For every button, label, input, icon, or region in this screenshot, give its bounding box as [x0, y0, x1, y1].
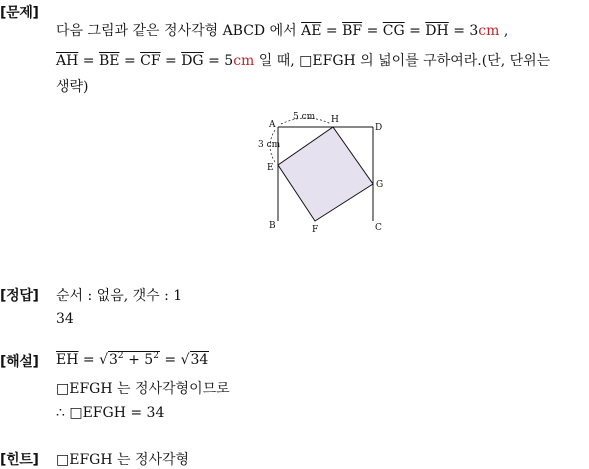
unit-cm: cm: [233, 53, 255, 69]
segment-eh: $\overline{EH}$: [56, 352, 79, 368]
answer-line-2: 34: [56, 311, 74, 327]
problem-line-1: [56, 20, 508, 40]
explanation-line-2: □EFGH 는 정사각형이므로: [56, 381, 230, 397]
segment-ah: $\overline{AH}$: [56, 53, 79, 69]
segment-be: $\overline{BE}$: [98, 53, 120, 69]
explanation-line-3: ∴ □EFGH = 34: [56, 405, 165, 421]
problem-tag: [문제]: [0, 5, 39, 21]
label-h: H: [331, 115, 339, 125]
problem-intro: 다음 그림과 같은 정사각형 ABCD 에서: [56, 23, 302, 39]
label-d: D: [375, 123, 383, 133]
term-3: 3: [109, 352, 118, 368]
radicand-2: 34: [190, 352, 209, 368]
problem-line-3: 생략): [56, 79, 89, 95]
equals-root: = √: [78, 352, 108, 368]
explanation-tag: [해설]: [0, 354, 39, 370]
answer-tag: [정답]: [0, 288, 39, 304]
unit-cm: cm: [478, 23, 500, 39]
label-side-length: 3 cm: [258, 140, 281, 150]
square-figure: [253, 110, 393, 235]
equals-sign: =: [82, 53, 95, 69]
equals-root-2: = √: [159, 352, 190, 368]
label-top-length: 5 cm: [293, 112, 316, 122]
equals-sign: =: [325, 23, 338, 39]
segment-dh: $\overline{DH}$: [425, 23, 449, 39]
label-f: F: [312, 225, 319, 235]
label-a: A: [269, 120, 276, 130]
label-b: B: [269, 221, 276, 231]
exponent: 2: [117, 351, 124, 361]
inner-square-efgh: [278, 127, 373, 221]
label-c: C: [375, 223, 382, 233]
comma: ,: [503, 23, 509, 39]
problem-line-2: [56, 50, 550, 70]
exponent: 2: [153, 351, 159, 361]
problem-mid-text: 일 때, □EFGH 의 넓이를 구하여라.(단, 단위는: [258, 53, 551, 69]
segment-bf: $\overline{BF}$: [342, 23, 363, 39]
hint-line-1: □EFGH 는 정사각형: [56, 452, 190, 468]
hint-tag: [힌트]: [0, 452, 39, 468]
label-e: E: [267, 163, 274, 173]
equals-sign: =: [208, 53, 220, 69]
value-5: 5: [224, 53, 234, 69]
equals-sign: =: [123, 53, 136, 69]
answer-line-1: 순서 : 없음, 갯수 : 1: [56, 288, 183, 304]
radicand-1: [108, 351, 160, 368]
term-plus-5: + 5: [123, 352, 154, 368]
segment-dg: $\overline{DG}$: [181, 53, 204, 69]
equals-sign: =: [453, 23, 465, 39]
equals-sign: =: [366, 23, 379, 39]
segment-cg: $\overline{CG}$: [382, 23, 405, 39]
segment-ae: $\overline{AE}$: [301, 23, 322, 39]
segment-cf: $\overline{CF}$: [140, 53, 161, 69]
explanation-line-1: [56, 351, 209, 368]
value-3: 3: [469, 23, 479, 39]
equals-sign: =: [165, 53, 177, 69]
label-g: G: [376, 180, 384, 190]
equals-sign: =: [409, 23, 421, 39]
